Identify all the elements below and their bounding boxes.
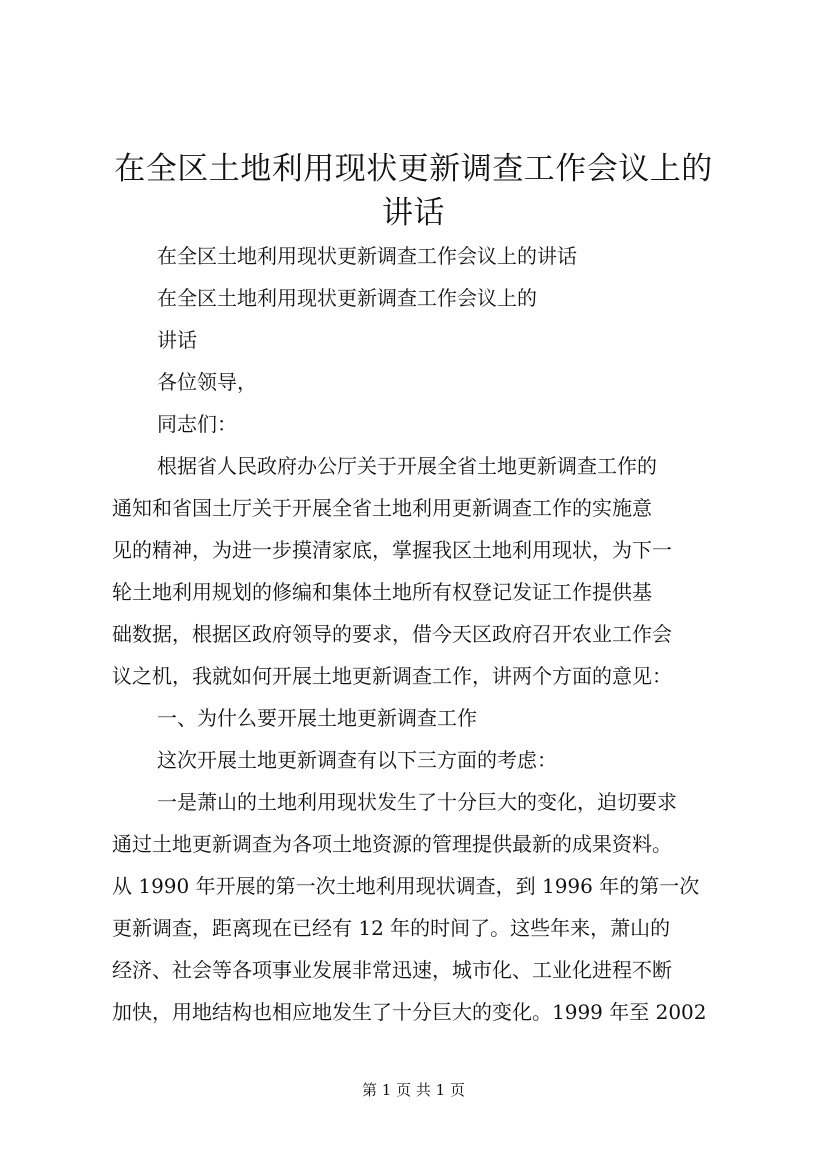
body-text-line: 一是萧山的土地利用现状发生了十分巨大的变化，迫切要求: [157, 790, 677, 814]
body-text-line: 根据省人民政府办公厅关于开展全省土地更新调查工作的: [157, 454, 657, 478]
body-text-line: 议之机，我就如何开展土地更新调查工作，讲两个方面的意见：: [112, 664, 672, 688]
body-text-line: 通知和省国土厅关于开展全省土地利用更新调查工作的实施意: [112, 496, 652, 520]
body-text-line: 这次开展土地更新调查有以下三方面的考虑：: [157, 748, 557, 772]
document-title: 在全区土地利用现状更新调查工作会议上的讲话: [114, 151, 713, 231]
salutation-line: 各位领导，: [157, 370, 257, 394]
body-text-line: 通过土地更新调查为各项土地资源的管理提供最新的成果资料。: [112, 832, 672, 856]
body-text-line: 加快，用地结构也相应地发生了十分巨大的变化。1999 年至 2002: [112, 1000, 707, 1024]
subtitle-line: 讲话: [157, 328, 197, 352]
body-text-line: 础数据，根据区政府领导的要求，借今天区政府召开农业工作会: [112, 622, 672, 646]
body-text-line: 从 1990 年开展的第一次土地利用现状调查，到 1996 年的第一次: [112, 874, 700, 898]
page-number-footer: 第 1 页 共 1 页: [362, 1081, 465, 1099]
body-text-line: 见的精神，为进一步摸清家底，掌握我区土地利用现状，为下一: [112, 538, 672, 562]
body-text-line: 更新调查，距离现在已经有 12 年的时间了。这些年来，萧山的: [112, 916, 671, 940]
salutation-line: 同志们：: [157, 412, 237, 436]
section-heading: 一、为什么要开展土地更新调查工作: [157, 706, 477, 730]
body-text-line: 轮土地利用规划的修编和集体土地所有权登记发证工作提供基: [112, 580, 652, 604]
body-text-line: 经济、社会等各项事业发展非常迅速，城市化、工业化进程不断: [112, 958, 672, 982]
subtitle-line: 在全区土地利用现状更新调查工作会议上的: [157, 286, 537, 310]
subtitle-line: 在全区土地利用现状更新调查工作会议上的讲话: [157, 244, 577, 268]
